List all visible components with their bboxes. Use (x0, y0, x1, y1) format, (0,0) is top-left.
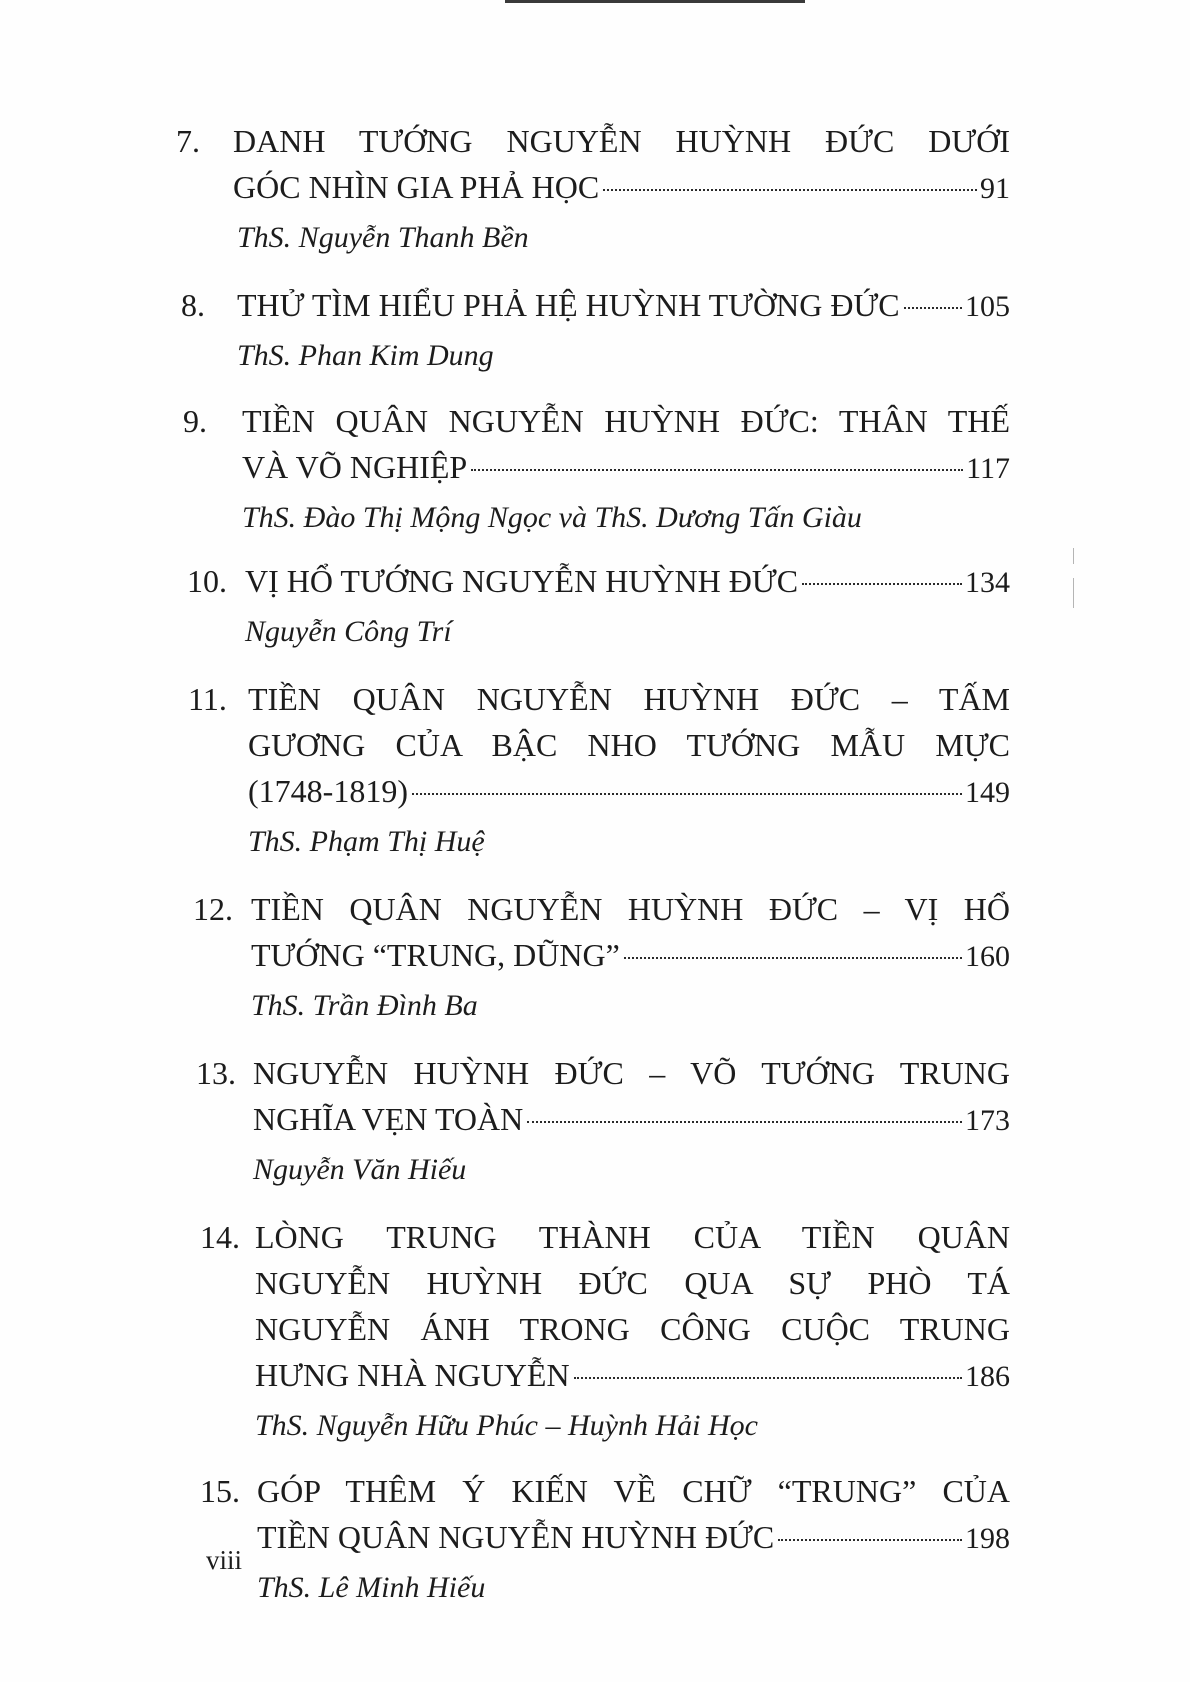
entry-page-number: 160 (965, 940, 1010, 973)
dot-leader (802, 583, 962, 585)
entry-title-line: (1748-1819) (248, 773, 408, 809)
entry-title-line: GÓC NHÌN GIA PHẢ HỌC (233, 169, 600, 205)
entry-title-last-line (248, 768, 1010, 816)
entry-title-line: VỊ HỔ TƯỚNG NGUYỄN HUỲNH ĐỨC (245, 563, 799, 599)
dot-leader (603, 189, 977, 191)
entry-number: 9. (183, 403, 207, 439)
entry-title (237, 282, 1010, 330)
dot-leader (624, 957, 962, 959)
toc-entry (0, 558, 1190, 652)
toc-entry (0, 118, 1190, 258)
entry-author: Nguyễn Văn Hiếu (253, 1153, 467, 1186)
entry-title-last-line (242, 444, 1010, 492)
entry-title-last-line (245, 558, 1010, 606)
entry-author: ThS. Nguyễn Thanh Bền (237, 221, 529, 254)
entry-title-line: THỬ TÌM HIỂU PHẢ HỆ HUỲNH TƯỜNG ĐỨC (237, 287, 900, 323)
entry-title-last-line (253, 1096, 1010, 1144)
entry-title-line: NGUYỄN HUỲNH ĐỨC QUA SỰ PHÒ TÁ (255, 1265, 1010, 1301)
entry-title-last-line (255, 1352, 1010, 1400)
entry-page-number: 134 (965, 566, 1010, 599)
entry-title (233, 118, 1010, 212)
entry-author: ThS. Lê Minh Hiếu (257, 1571, 486, 1604)
entry-author: ThS. Trần Đình Ba (251, 989, 478, 1022)
entry-title (245, 558, 1010, 606)
entry-number: 15. (200, 1473, 240, 1509)
entry-number: 8. (181, 287, 205, 323)
entry-title (251, 886, 1010, 980)
entry-title-line: NGHĨA VẸN TOÀN (253, 1101, 524, 1137)
entry-title-line: LÒNG TRUNG THÀNH CỦA TIỀN QUÂN (255, 1219, 1010, 1255)
entry-author: ThS. Đào Thị Mộng Ngọc và ThS. Dương Tấn Giàu (242, 501, 862, 534)
dot-leader (778, 1539, 962, 1541)
dot-leader (412, 793, 962, 795)
entry-title (242, 398, 1010, 492)
entry-title-line: TIỀN QUÂN NGUYỄN HUỲNH ĐỨC – VỊ HỔ (251, 891, 1010, 927)
entry-number: 13. (196, 1055, 236, 1091)
entry-title-line: GƯƠNG CỦA BẬC NHO TƯỚNG MẪU MỰC (248, 727, 1010, 763)
dot-leader (904, 307, 962, 309)
entry-title (255, 1214, 1010, 1400)
toc-entry (0, 1050, 1190, 1190)
entry-title-line: TIỀN QUÂN NGUYỄN HUỲNH ĐỨC: THÂN THẾ (242, 403, 1010, 439)
scan-edge-bar (505, 0, 805, 3)
entry-number: 7. (176, 123, 200, 159)
toc-entry (0, 676, 1190, 862)
entry-title-line: TIỀN QUÂN NGUYỄN HUỲNH ĐỨC – TẤM (248, 681, 1010, 717)
entry-title-last-line (251, 932, 1010, 980)
toc-entry (0, 398, 1190, 538)
dot-leader (527, 1121, 962, 1123)
entry-number: 11. (188, 681, 227, 717)
table-of-contents (0, 118, 1190, 1608)
entry-page-number: 198 (965, 1522, 1010, 1555)
entry-title-line: TƯỚNG “TRUNG, DŨNG” (251, 937, 620, 973)
entry-number: 12. (193, 891, 233, 927)
entry-title (257, 1468, 1010, 1562)
entry-title-last-line (237, 282, 1010, 330)
entry-page-number: 149 (965, 776, 1010, 809)
toc-entry (0, 282, 1190, 376)
toc-entry (0, 886, 1190, 1026)
entry-author: ThS. Phạm Thị Huệ (248, 825, 485, 858)
entry-page-number: 186 (965, 1360, 1010, 1393)
entry-page-number: 173 (965, 1104, 1010, 1137)
entry-author: ThS. Phan Kim Dung (237, 339, 494, 372)
entry-number: 14. (200, 1219, 240, 1255)
entry-number: 10. (187, 563, 227, 599)
entry-title (253, 1050, 1010, 1144)
entry-title-last-line (233, 164, 1010, 212)
entry-title-line: TIỀN QUÂN NGUYỄN HUỲNH ĐỨC (257, 1519, 775, 1555)
entry-page-number: 117 (966, 452, 1010, 485)
entry-title-line: NGUYỄN ÁNH TRONG CÔNG CUỘC TRUNG (255, 1311, 1010, 1347)
entry-title (248, 676, 1010, 816)
toc-entry (0, 1214, 1190, 1446)
toc-entry (0, 1468, 1190, 1608)
entry-title-line: GÓP THÊM Ý KIẾN VỀ CHỮ “TRUNG” CỦA (257, 1473, 1010, 1509)
entry-title-line: HƯNG NHÀ NGUYỄN (255, 1357, 570, 1393)
entry-page-number: 105 (965, 290, 1010, 323)
entry-author: Nguyễn Công Trí (245, 615, 452, 648)
entry-page-number: 91 (980, 172, 1010, 205)
entry-title-line: DANH TƯỚNG NGUYỄN HUỲNH ĐỨC DƯỚI (233, 123, 1010, 159)
entry-title-line: VÀ VÕ NGHIỆP (242, 449, 468, 485)
page-number: viii (206, 1545, 243, 1575)
entry-author: ThS. Nguyễn Hữu Phúc – Huỳnh Hải Học (255, 1409, 758, 1442)
dot-leader (471, 469, 963, 471)
dot-leader (574, 1377, 962, 1379)
entry-title-line: NGUYỄN HUỲNH ĐỨC – VÕ TƯỚNG TRUNG (253, 1055, 1010, 1091)
entry-title-last-line (257, 1514, 1010, 1562)
